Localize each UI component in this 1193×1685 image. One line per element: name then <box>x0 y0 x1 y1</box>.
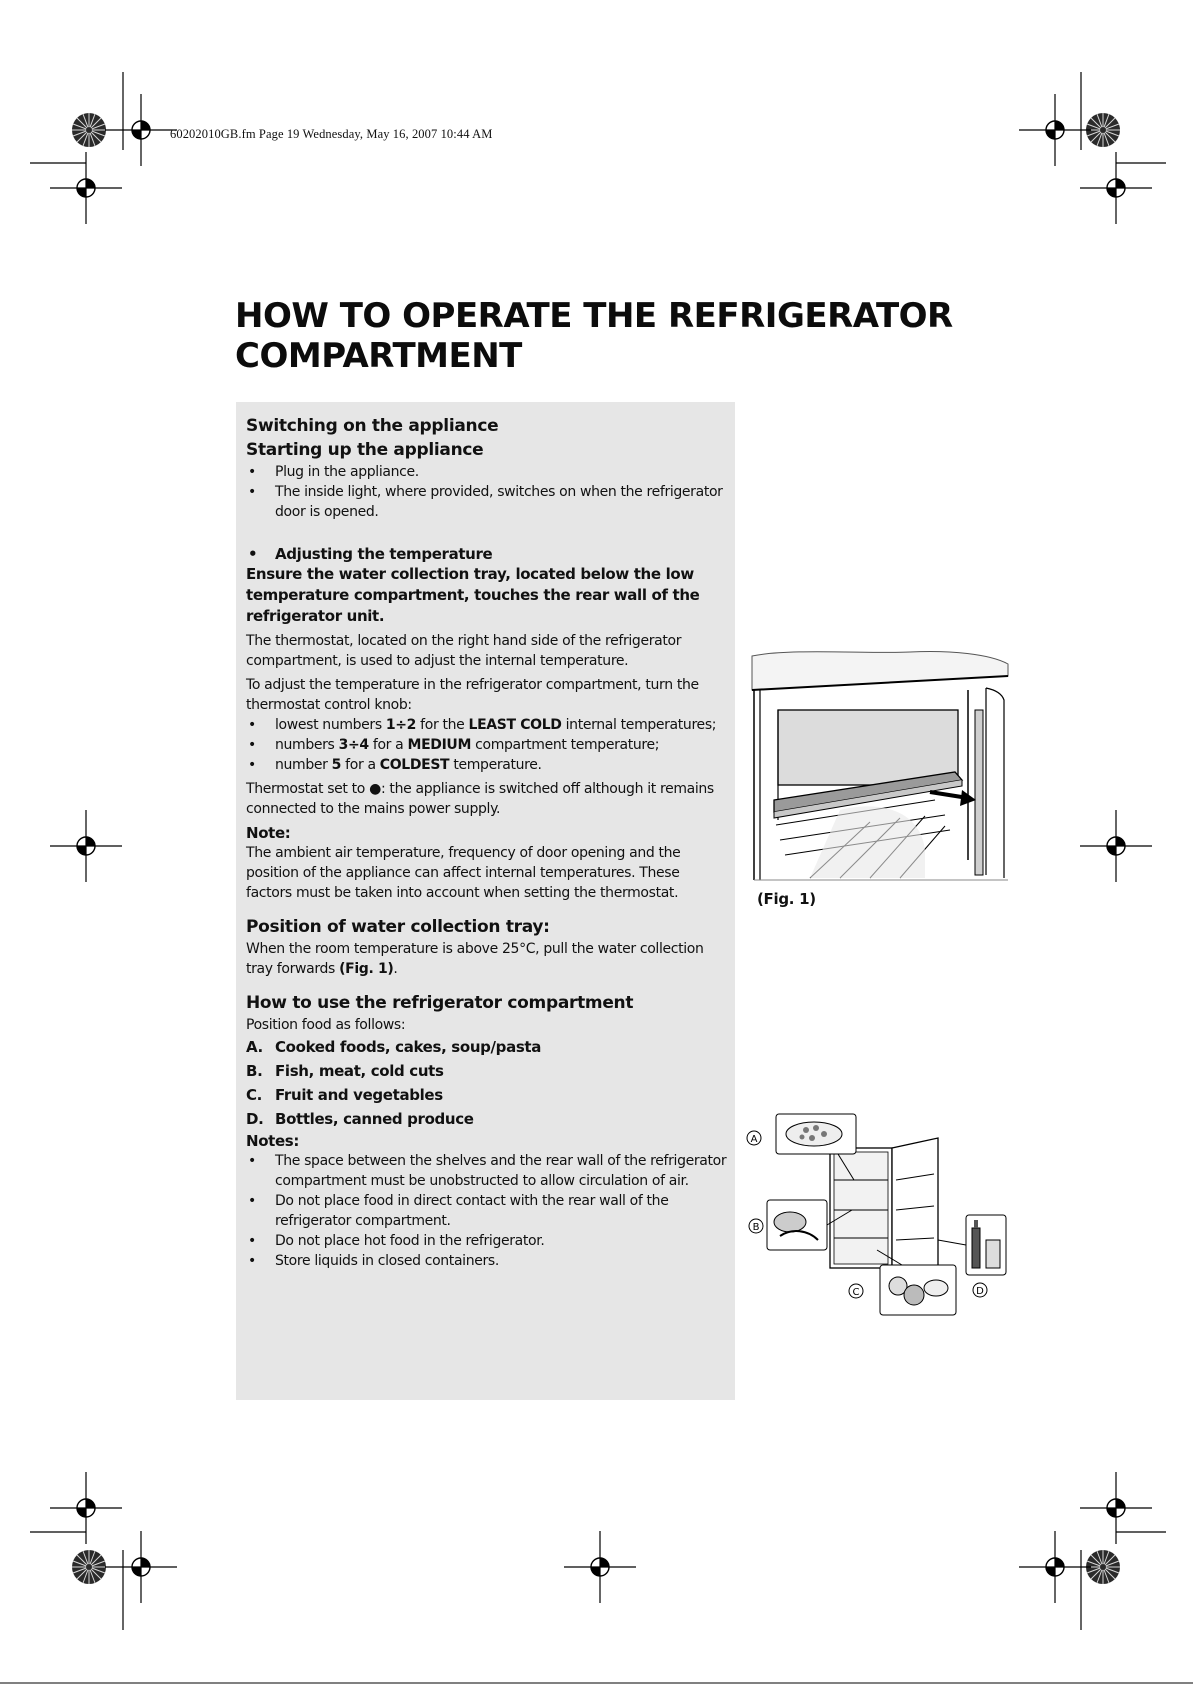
usage-heading: How to use the refrigerator compartment <box>246 993 634 1013</box>
food-position-list <box>246 1035 728 1131</box>
fig1-caption: (Fig. 1) <box>757 890 816 908</box>
page-title-line1: HOW TO OPERATE THE REFRIGERATOR <box>235 296 953 336</box>
note-text: The ambient air temperature, frequency of door opening and the position of the appliance can affect internal temperatures. These factors must be taken into account when setting the thermostat. <box>246 845 681 901</box>
list-item: • Plug in the appliance. <box>246 462 728 482</box>
fig1-illustration <box>750 650 1010 882</box>
thermostat-instruction: To adjust the temperature in the refrigerator compartment, turn the thermostat control knob: <box>246 677 699 713</box>
fig2-label-b: B <box>752 1222 760 1233</box>
list-item: • numbers 3÷4 for a MEDIUM compartment temperature; <box>246 735 728 755</box>
list-item: • The space between the shelves and the rear wall of the refrigerator compartment must be unobstructed to allow circulation of air. <box>246 1151 728 1191</box>
fig2-label-a: A <box>750 1134 758 1145</box>
fig2-label-c: C <box>852 1287 860 1298</box>
tray-text: When the room temperature is above 25°C, pull the water collection tray forwards (Fig. 1). <box>246 941 704 977</box>
page-title <box>235 296 995 376</box>
list-item: D. Bottles, canned produce <box>246 1110 474 1128</box>
thermostat-description: The thermostat, located on the right hand side of the refrigerator compartment, is used to adjust the internal temperature. <box>246 633 682 669</box>
switching-heading: Switching on the appliance <box>246 416 499 436</box>
tray-warning: Ensure the water collection tray, located below the low temperature compartment, touches the rear wall of the refrigerator unit. <box>246 565 700 625</box>
fig2-label-d: D <box>976 1286 984 1297</box>
list-item: • lowest numbers 1÷2 for the LEAST COLD internal temperatures; <box>246 715 728 735</box>
list-item: • The inside light, where provided, switches on when the refrigerator door is opened. <box>246 482 728 522</box>
thermostat-off-text: Thermostat set to ●: the appliance is switched off although it remains connected to the mains power supply. <box>246 781 714 817</box>
notes-list <box>246 1151 728 1271</box>
fig2-food-positions-illustration <box>742 1110 1012 1320</box>
temperature-heading: • Adjusting the temperature <box>246 544 728 564</box>
startup-list <box>246 462 728 522</box>
print-info-header: 60202010GB.fm Page 19 Wednesday, May 16, 2007 10:44 AM <box>170 127 493 141</box>
list-item: • Store liquids in closed containers. <box>246 1251 728 1271</box>
list-item: B. Fish, meat, cold cuts <box>246 1062 444 1080</box>
thermostat-settings-list <box>246 715 728 775</box>
temperature-heading-list <box>246 544 728 564</box>
note-label: Note: <box>246 824 291 842</box>
startup-heading: Starting up the appliance <box>246 440 484 460</box>
page-title-line2: COMPARTMENT <box>235 336 522 376</box>
list-item: • Do not place food in direct contact with the rear wall of the refrigerator compartment. <box>246 1191 728 1231</box>
instructions-content <box>246 414 728 1271</box>
list-item: • number 5 for a COLDEST temperature. <box>246 755 728 775</box>
notes-label: Notes: <box>246 1132 300 1150</box>
tray-heading: Position of water collection tray: <box>246 917 550 937</box>
usage-intro: Position food as follows: <box>246 1017 406 1033</box>
list-item: C. Fruit and vegetables <box>246 1086 443 1104</box>
list-item: A. Cooked foods, cakes, soup/pasta <box>246 1038 542 1056</box>
list-item: • Do not place hot food in the refrigerator. <box>246 1231 728 1251</box>
